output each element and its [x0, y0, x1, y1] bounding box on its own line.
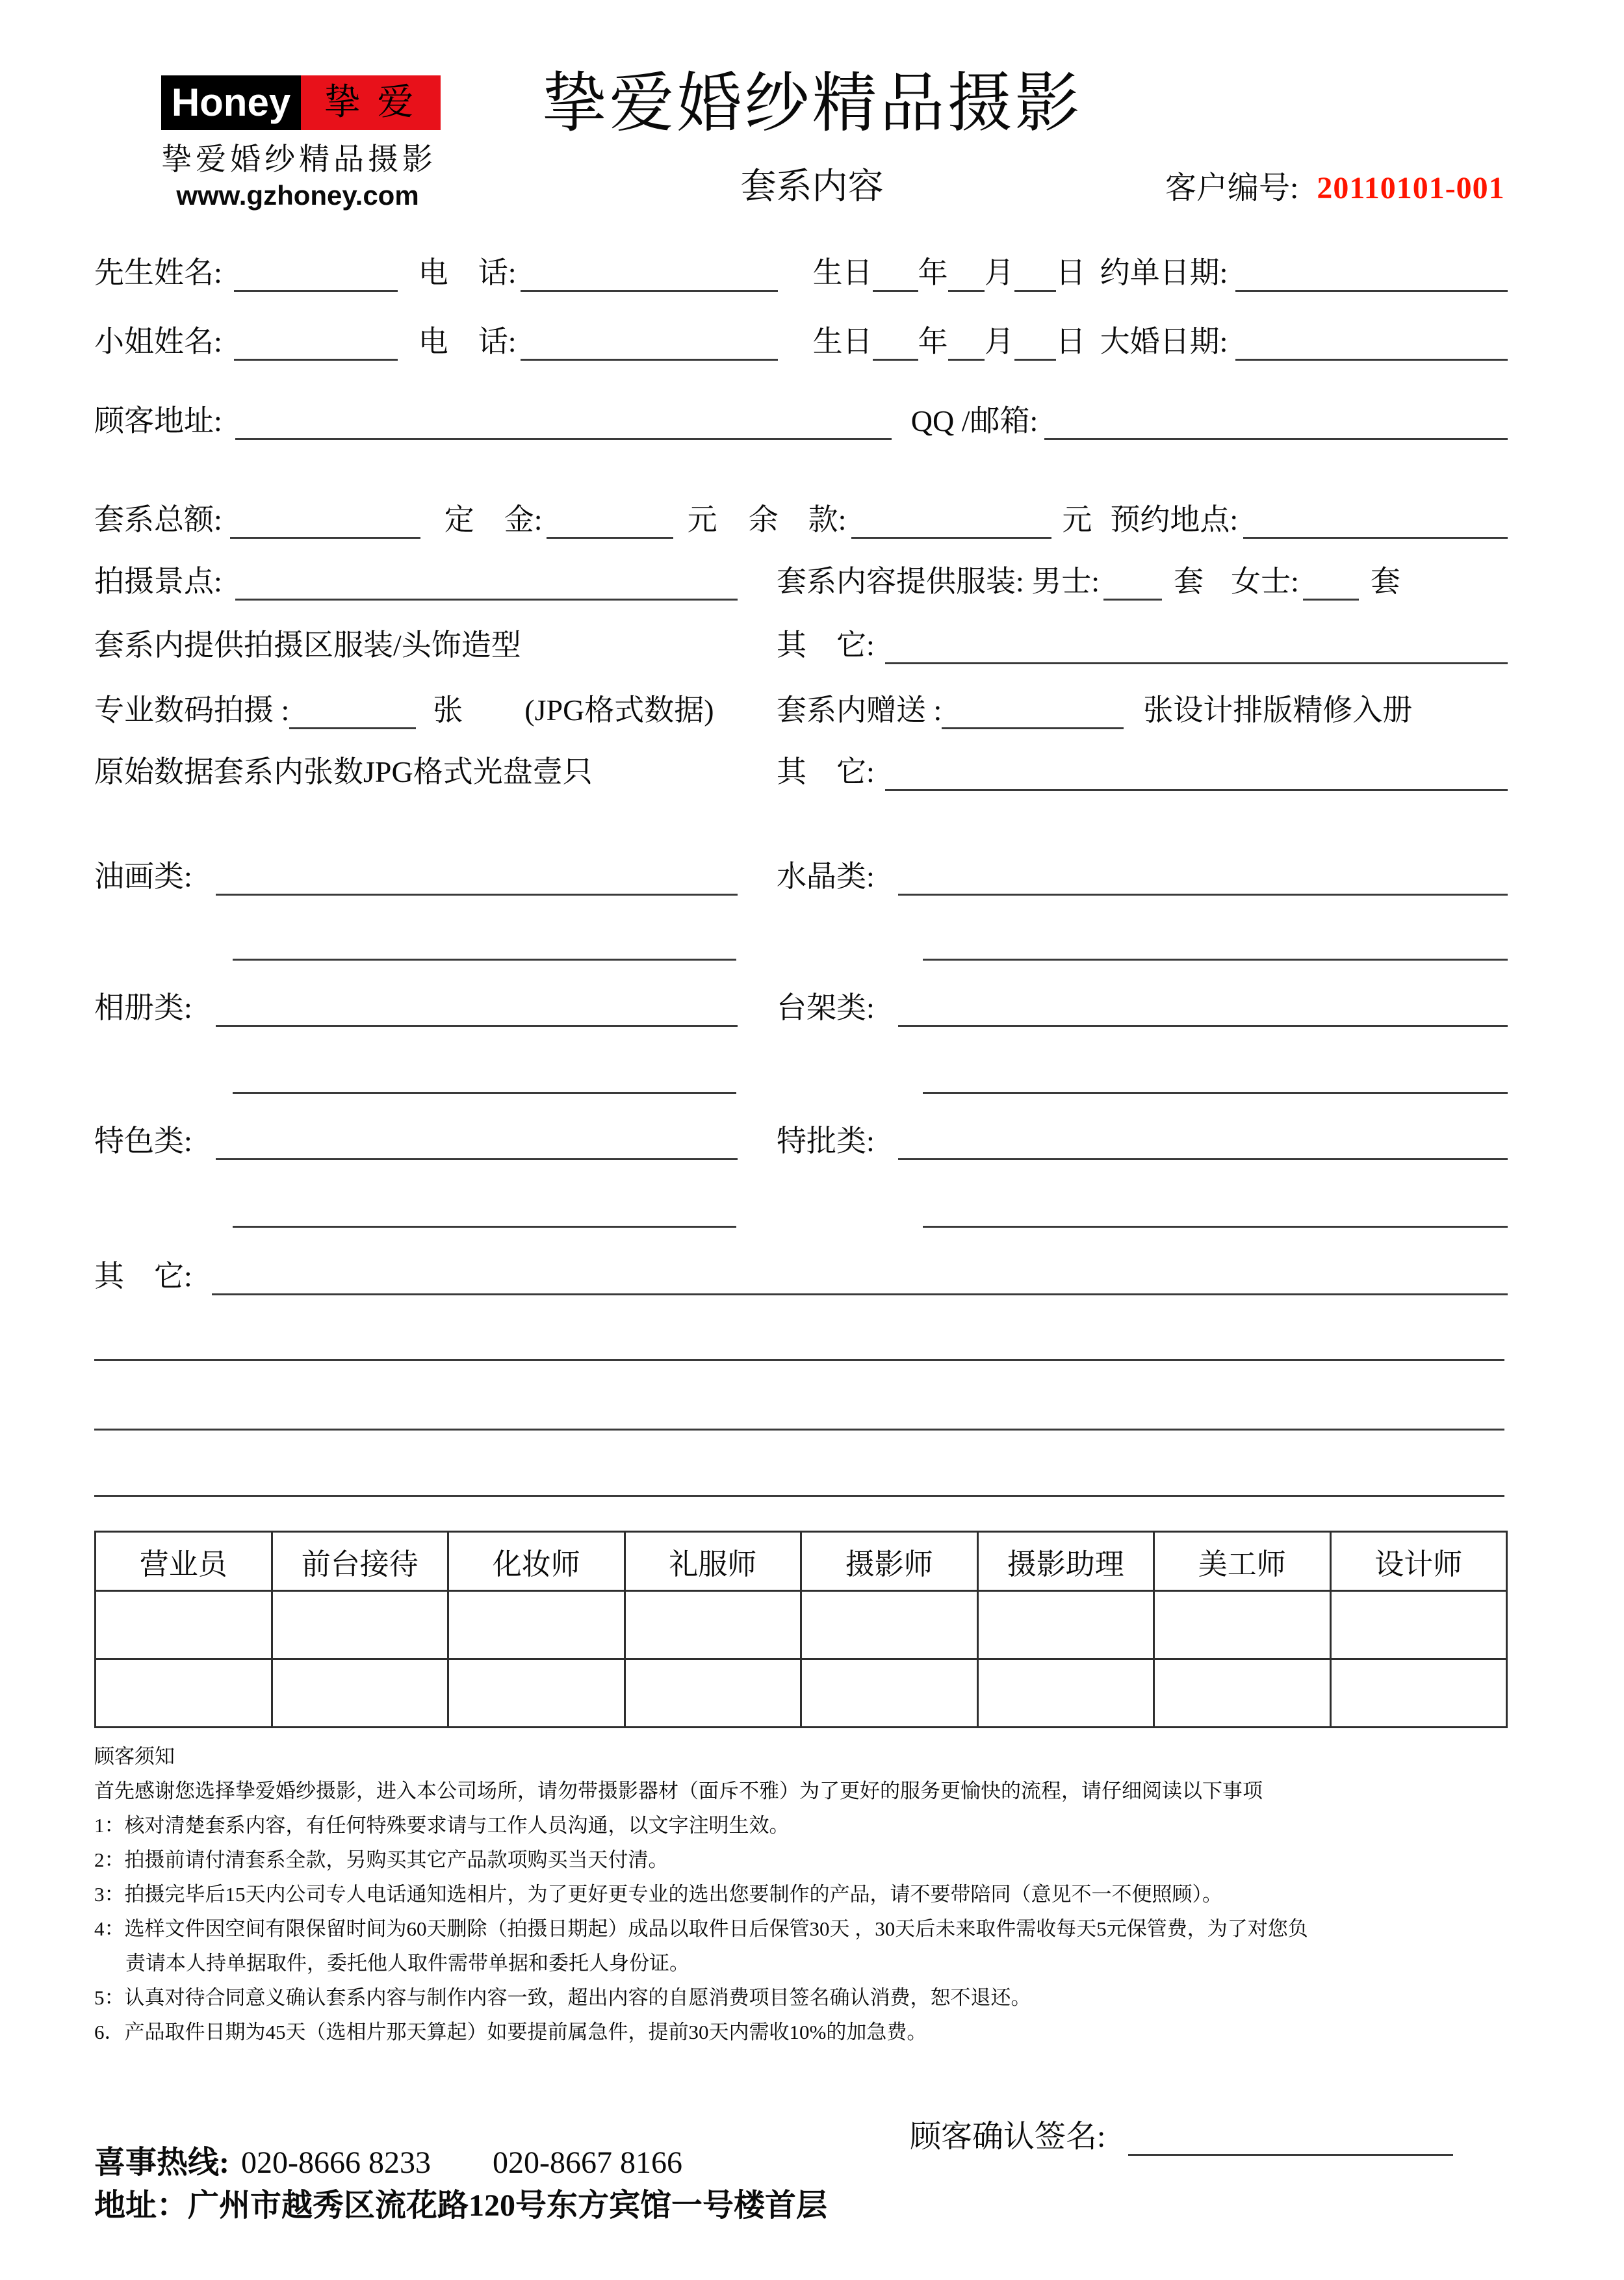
female-sets-blank[interactable]: [1303, 592, 1359, 601]
staff-cell[interactable]: [272, 1659, 448, 1728]
signature-label: 顾客确认签名:: [910, 2119, 1106, 2154]
digital-shoot-count-blank[interactable]: [289, 721, 416, 729]
groom-birth-day-blank[interactable]: [1014, 283, 1056, 292]
other-blank-1[interactable]: [885, 656, 1508, 664]
special-batch-label: 特批类:: [777, 1124, 875, 1158]
male-sets-blank[interactable]: [1103, 592, 1162, 601]
signature-row: [910, 2110, 1508, 2156]
staff-cell[interactable]: [1154, 1659, 1331, 1728]
staff-cell[interactable]: [96, 1659, 272, 1728]
staff-cell[interactable]: [1330, 1591, 1507, 1659]
staff-col-dress-stylist: 礼服师: [625, 1532, 801, 1591]
customer-number-value: 20110101-001: [1317, 171, 1505, 205]
special-batch-blank[interactable]: [898, 1152, 1508, 1160]
jpg-format-note: (JPG格式数据): [524, 693, 714, 727]
reserve-place-label: 预约地点:: [1110, 503, 1239, 536]
logo-honey-cn: 挚 爱: [301, 75, 441, 130]
oil-painting-extra-line[interactable]: [233, 959, 736, 961]
signature-blank[interactable]: [1128, 2147, 1453, 2156]
day-label: 日: [1055, 325, 1086, 358]
raw-data-cell: [94, 748, 738, 791]
row-address: [94, 402, 1508, 440]
shoot-location-cell: [94, 558, 738, 601]
groom-name-blank[interactable]: [234, 283, 398, 292]
album-blank[interactable]: [216, 1018, 738, 1027]
bride-name-blank[interactable]: [234, 352, 398, 361]
form-subtitle: 套系内容: [740, 166, 884, 206]
staff-col-receptionist: 前台接待: [272, 1532, 448, 1591]
month-label: 月: [984, 256, 1014, 289]
groom-birthday-label: 生日: [812, 256, 873, 289]
notes-item-1: 1：核对清楚套系内容，有任何特殊要求请与工作人员沟通，以文字注明生效。: [94, 1814, 790, 1837]
other-blank-2[interactable]: [885, 783, 1508, 791]
year-label: 年: [918, 256, 948, 289]
crystal-cell: [777, 853, 1508, 896]
hotline-phone-2: 020-8667 8166: [492, 2145, 682, 2180]
bride-phone-label: 电 话:: [418, 325, 517, 358]
special-cell: [94, 1117, 738, 1160]
bride-birth-day-blank[interactable]: [1014, 352, 1056, 361]
gift-suffix-label: 张设计排版精修入册: [1143, 693, 1413, 727]
other-label: 其 它:: [777, 628, 875, 662]
wedding-date-label: 大婚日期:: [1100, 325, 1228, 358]
row-other-full: [94, 1258, 1508, 1295]
groom-phone-blank[interactable]: [521, 283, 778, 292]
row-cat-album-stand: [94, 989, 1508, 1027]
shoot-location-label: 拍摄景点:: [94, 565, 222, 598]
album-extra-line[interactable]: [233, 1092, 736, 1094]
customer-notes: [94, 1739, 1543, 2049]
staff-col-art-worker: 美工师: [1154, 1532, 1331, 1591]
staff-table: [94, 1531, 1508, 1728]
notes-item-4-continued: 责请本人持单据取件，委托他人取件需带单据和委托人身份证。: [125, 1952, 690, 1975]
staff-cell[interactable]: [448, 1659, 625, 1728]
staff-cell[interactable]: [977, 1659, 1154, 1728]
package-total-label: 套系总额:: [94, 503, 222, 536]
notes-item-2: 2：拍摄前请付清套系全款，另购买其它产品款项购买当天付清。: [94, 1848, 669, 1871]
package-gift-blank[interactable]: [942, 721, 1124, 729]
crystal-extra-line[interactable]: [923, 959, 1508, 961]
hotline-phone-1: 020-8666 8233: [241, 2145, 431, 2180]
bride-phone-blank[interactable]: [521, 352, 778, 361]
package-gift-cell: [777, 686, 1508, 729]
other-cell-2: [777, 748, 1508, 791]
brand-logo: [161, 75, 441, 211]
package-clothing-cell: [777, 558, 1508, 601]
day-label: 日: [1055, 256, 1086, 289]
staff-col-designer: 设计师: [1330, 1532, 1507, 1591]
row-bride: [94, 323, 1508, 361]
staff-col-makeup-artist: 化妆师: [448, 1532, 625, 1591]
staff-cell[interactable]: [448, 1591, 625, 1659]
bride-name-label: 小姐姓名:: [94, 325, 222, 358]
bride-birth-month-blank[interactable]: [948, 352, 985, 361]
row-raw-data: [94, 753, 1508, 791]
special-extra-line[interactable]: [233, 1226, 736, 1228]
crystal-blank[interactable]: [898, 887, 1508, 896]
package-clothing-label: 套系内容提供服装: 男士:: [777, 565, 1100, 598]
stand-cell: [777, 984, 1508, 1027]
stand-blank[interactable]: [898, 1018, 1508, 1027]
staff-col-photographer: 摄影师: [801, 1532, 978, 1591]
sets-unit-label: 套: [1174, 565, 1204, 598]
qq-email-label: QQ /邮箱:: [910, 404, 1038, 437]
area-clothing-cell: [94, 621, 738, 664]
groom-birth-year-blank[interactable]: [873, 283, 918, 292]
logo-website-url: www.gzhoney.com: [176, 180, 419, 211]
groom-birth-month-blank[interactable]: [948, 283, 985, 292]
staff-cell[interactable]: [801, 1659, 978, 1728]
studio-address: 地址：广州市越秀区流花路120号东方宾馆一号楼首层: [94, 2188, 828, 2223]
sets-unit-label: 套: [1370, 565, 1400, 598]
customer-address-label: 顾客地址:: [94, 404, 222, 437]
album-label: 相册类:: [94, 991, 192, 1024]
notes-item-6: 6．产品取件日期为45天（选相片那天算起）如要提前属急件，提前30天内需收10%的加急费。: [94, 2021, 927, 2043]
crystal-label: 水晶类:: [777, 860, 875, 893]
special-batch-extra-line[interactable]: [923, 1226, 1508, 1228]
customer-number-label: 客户编号:: [1165, 171, 1299, 205]
stand-label: 台架类:: [777, 991, 875, 1024]
extra-line-3[interactable]: [94, 1495, 1504, 1497]
extra-line-1[interactable]: [94, 1359, 1504, 1361]
brand-logo-bar: [161, 75, 441, 130]
staff-cell[interactable]: [625, 1591, 801, 1659]
sheets-unit-label: 张: [433, 693, 463, 727]
staff-row-2: [96, 1659, 1507, 1728]
shoot-location-blank[interactable]: [235, 592, 738, 601]
qq-email-blank[interactable]: [1044, 432, 1508, 440]
year-label: 年: [918, 325, 948, 358]
digital-shoot-label: 专业数码拍摄 :: [94, 693, 290, 727]
row-location-clothing: [94, 563, 1508, 601]
special-batch-cell: [777, 1117, 1508, 1160]
hotline-row: [94, 2137, 682, 2182]
staff-cell[interactable]: [1330, 1659, 1507, 1728]
balance-label: 余 款:: [748, 503, 847, 536]
staff-cell[interactable]: [625, 1659, 801, 1728]
page-title: 挚爱婚纱精品摄影: [541, 68, 1083, 140]
deposit-blank[interactable]: [547, 530, 673, 539]
stand-extra-line[interactable]: [923, 1092, 1508, 1094]
row-cat-oil-crystal: [94, 858, 1508, 896]
row-groom: [94, 254, 1508, 292]
oil-painting-blank[interactable]: [216, 887, 738, 896]
bride-birth-year-blank[interactable]: [873, 352, 918, 361]
staff-row-1: [96, 1591, 1507, 1659]
extra-line-2[interactable]: [94, 1429, 1504, 1431]
balance-blank[interactable]: [851, 530, 1051, 539]
booking-date-blank[interactable]: [1235, 283, 1508, 292]
staff-cell[interactable]: [272, 1591, 448, 1659]
staff-cell[interactable]: [96, 1591, 272, 1659]
package-total-blank[interactable]: [230, 530, 420, 539]
logo-subtitle: 挚爱婚纱精品摄影: [161, 143, 437, 177]
notes-intro: 首先感谢您选择挚爱婚纱摄影，进入本公司场所，请勿带摄影器材（面斥不雅）为了更好的服务更愉快的流程，请仔细阅读以下事项: [94, 1780, 1263, 1802]
area-clothing-label: 套系内提供拍摄区服装/头饰造型: [94, 628, 521, 662]
deposit-label: 定 金:: [444, 503, 543, 536]
female-label: 女士:: [1231, 565, 1299, 598]
groom-phone-label: 电 话:: [418, 256, 517, 289]
oil-painting-cell: [94, 853, 738, 896]
logo-honey-en: Honey: [161, 75, 301, 130]
oil-painting-label: 油画类:: [94, 860, 192, 893]
staff-cell[interactable]: [1154, 1591, 1331, 1659]
customer-number: [1165, 162, 1505, 207]
customer-address-blank[interactable]: [235, 432, 892, 440]
hotline-label: 喜事热线:: [94, 2145, 229, 2180]
row-digital-gift: [94, 692, 1508, 729]
package-gift-label: 套系内赠送 :: [777, 693, 942, 727]
row-payment: [94, 501, 1508, 539]
month-label: 月: [984, 325, 1014, 358]
digital-shoot-cell: [94, 686, 738, 729]
other-full-blank[interactable]: [212, 1287, 1508, 1295]
notes-title: 顾客须知: [94, 1745, 175, 1768]
wedding-date-blank[interactable]: [1235, 352, 1508, 361]
album-cell: [94, 984, 738, 1027]
row-cat-special: [94, 1122, 1508, 1160]
other-label: 其 它:: [94, 1260, 192, 1293]
notes-item-4: 4：选样文件因空间有限保留时间为60天删除（拍摄日期起）成品以取件日后保管30天 ，30天后未来取件需收每天5元保管费，为了对您负: [94, 1917, 1308, 1940]
staff-cell[interactable]: [801, 1591, 978, 1659]
row-area-clothing: [94, 627, 1508, 664]
special-blank[interactable]: [216, 1152, 738, 1160]
notes-item-5: 5：认真对待合同意义确认套系内容与制作内容一致，超出内容的自愿消费项目签名确认消费，恕不退还。: [94, 1986, 1031, 2009]
raw-data-label: 原始数据套系内张数JPG格式光盘壹只: [94, 755, 593, 788]
notes-item-3: 3：拍摄完毕后15天内公司专人电话通知选相片，为了更好更专业的选出您要制作的产品，请不要带陪同（意见不一不便照顾）。: [94, 1883, 1222, 1906]
staff-header-row: [96, 1532, 1507, 1591]
yuan-label: 元: [687, 503, 717, 536]
bride-birthday-label: 生日: [812, 325, 873, 358]
reserve-place-blank[interactable]: [1243, 530, 1508, 539]
groom-name-label: 先生姓名:: [94, 256, 222, 289]
yuan-label: 元: [1062, 503, 1092, 536]
staff-col-salesperson: 营业员: [96, 1532, 272, 1591]
other-cell-1: [777, 621, 1508, 664]
other-label: 其 它:: [777, 755, 875, 788]
special-label: 特色类:: [94, 1124, 192, 1158]
booking-date-label: 约单日期:: [1100, 256, 1228, 289]
staff-cell[interactable]: [977, 1591, 1154, 1659]
staff-col-photo-assistant: 摄影助理: [977, 1532, 1154, 1591]
